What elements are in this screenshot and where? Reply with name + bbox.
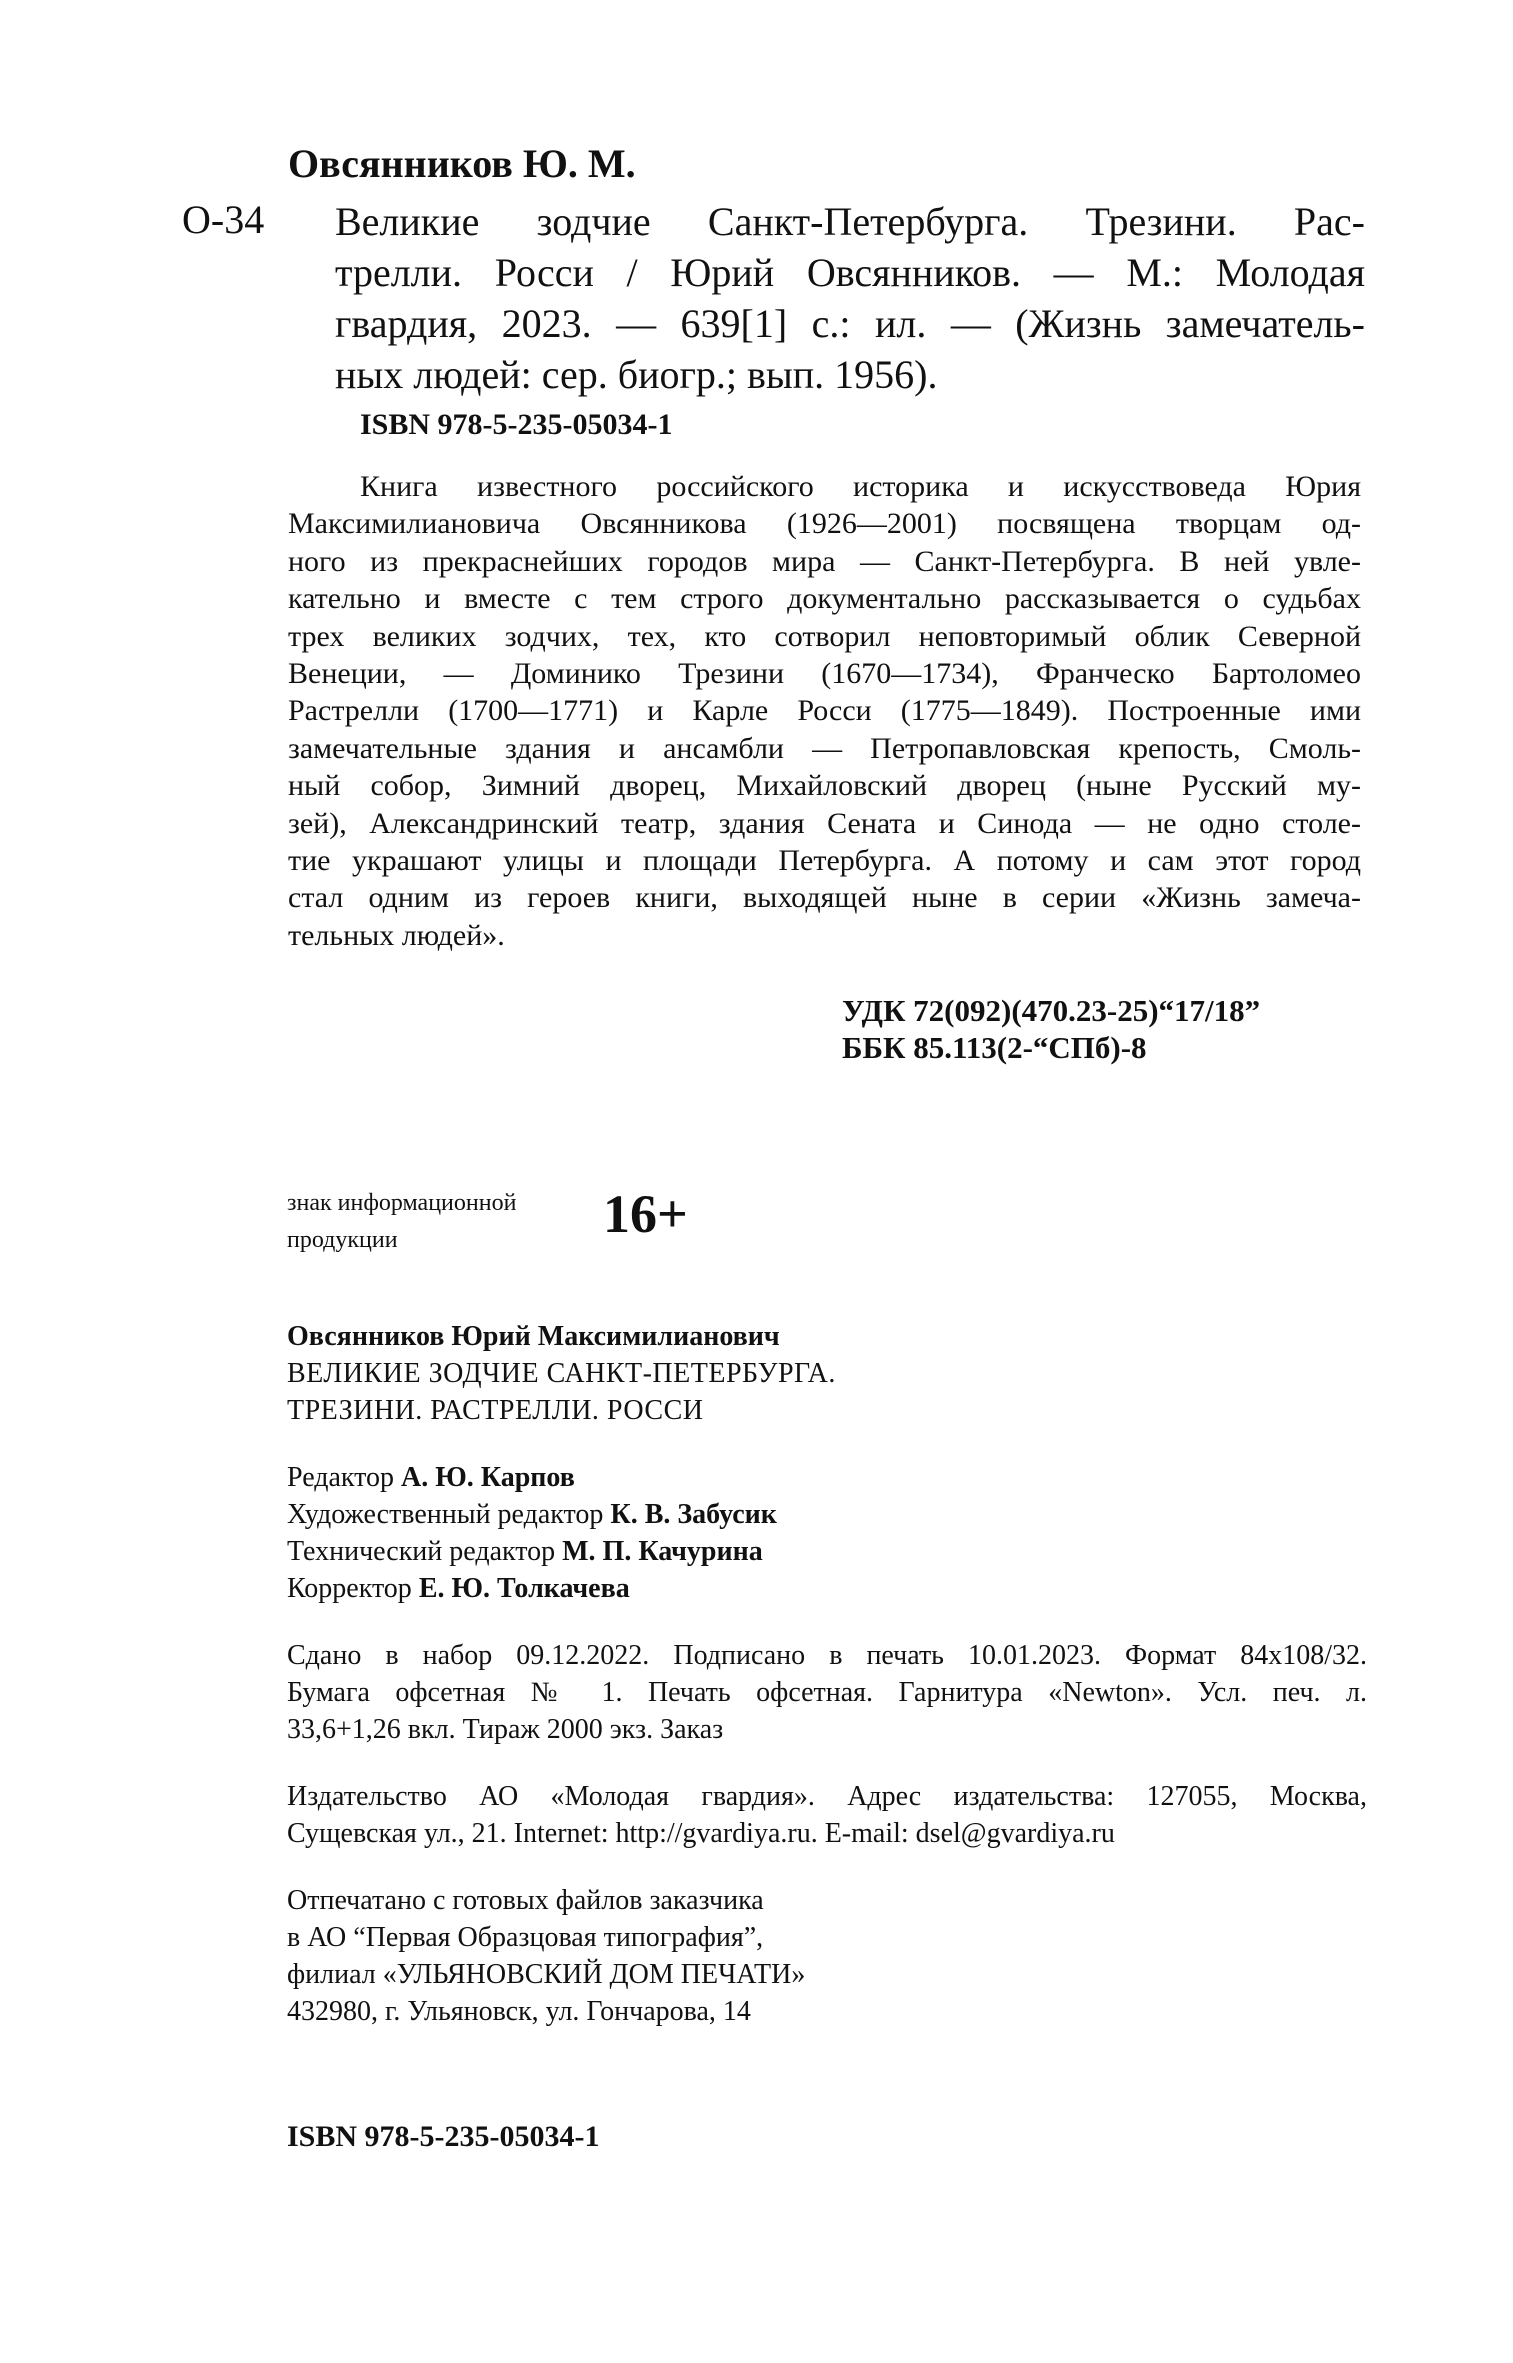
- credit-line: [287, 1570, 1367, 1607]
- printer-line: филиал «УЛЬЯНОВСКИЙ ДОМ ПЕЧАТИ»: [287, 1959, 806, 1990]
- isbn-bottom: ISBN 978-5-235-05034-1: [287, 2120, 600, 2153]
- printer-info: [287, 1882, 1367, 2030]
- credits: [287, 1459, 1367, 1607]
- imprint-title-line: ВЕЛИКИЕ ЗОДЧИЕ САНКТ-ПЕТЕРБУРГА.: [287, 1358, 836, 1389]
- credit-name: А. Ю. Карпов: [401, 1462, 575, 1493]
- credit-role: Технический редактор: [287, 1536, 556, 1567]
- annotation: [288, 468, 1361, 954]
- age-rating-label-line: продукции: [287, 1227, 398, 1253]
- credit-role: Художественный редактор: [287, 1499, 604, 1530]
- author-heading: Овсянников Ю. М.: [288, 141, 636, 186]
- udk-code: УДК 72(092)(470.23-25)“17/18”: [842, 993, 1261, 1028]
- print-details-line: Бумага офсетная № 1. Печать офсетная. Гарнитура «Newton». Усл. печ. л.: [287, 1677, 1367, 1708]
- credit-role: Редактор: [287, 1462, 395, 1493]
- annotation-line: Максимилиановича Овсянникова (1926—2001) посвящена творцам од-: [288, 507, 1361, 541]
- print-details: [287, 1637, 1367, 1748]
- annotation-line: трех великих зодчих, тех, кто сотворил неповторимый облик Северной: [288, 619, 1361, 653]
- annotation-line: кательно и вместе с тем строго документально рассказывается о судьбах: [288, 582, 1361, 616]
- annotation-line: Венеции, — Доминико Трезини (1670—1734), Франческо Бартоломео: [288, 657, 1361, 691]
- printer-line: 432980, г. Ульяновск, ул. Гончарова, 14: [287, 1996, 751, 2027]
- credit-name: М. П. Качурина: [562, 1536, 763, 1567]
- printer-line: в АО “Первая Образцовая типография”,: [287, 1922, 764, 1953]
- annotation-line: тие украшают улицы и площади Петербурга. А потому и сам этот город: [288, 844, 1361, 878]
- credit-line: [287, 1533, 1367, 1570]
- publisher-line: Сущевская ул., 21. Internet: http://gvardiya.ru. E-mail: dsel@gvardiya.ru: [287, 1818, 1115, 1849]
- print-details-line: Сдано в набор 09.12.2022. Подписано в печать 10.01.2023. Формат 84x108/32.: [287, 1640, 1367, 1671]
- imprint-title-line: ТРЕЗИНИ. РАСТРЕЛЛИ. РОССИ: [287, 1395, 704, 1426]
- publisher-info: [287, 1778, 1367, 1852]
- annotation-line: стал одним из героев книги, выходящей ныне в серии «Жизнь замеча-: [288, 881, 1361, 915]
- bbk-code: ББК 85.113(2-“СПб)-8: [842, 1030, 1147, 1065]
- credit-name: К. В. Забусик: [610, 1499, 777, 1530]
- credit-name: Е. Ю. Толкачева: [418, 1573, 630, 1604]
- printer-line: Отпечатано с готовых файлов заказчика: [287, 1885, 764, 1916]
- credit-line: [287, 1459, 1367, 1496]
- bib-line: Великие зодчие Санкт-Петербурга. Трезини. Рас-: [335, 199, 1365, 244]
- age-rating-label-line: знак информационной: [287, 1190, 517, 1216]
- annotation-line: Растрелли (1700—1771) и Карле Росси (1775—1849). Построенные ими: [288, 694, 1361, 728]
- annotation-line: ного из прекраснейших городов мира — Санкт-Петербурга. В ней увле-: [288, 544, 1361, 578]
- publisher-line: Издательство АО «Молодая гвардия». Адрес издательства: 127055, Москва,: [287, 1781, 1367, 1812]
- credit-role: Корректор: [287, 1573, 412, 1604]
- imprint-title-block: [287, 1318, 1367, 1429]
- annotation-line: Книга известного российского историка и искусствоведа Юрия: [360, 470, 1361, 503]
- shelf-code: О-34: [182, 197, 265, 242]
- bib-line: трелли. Росси / Юрий Овсянников. — М.: Молодая: [335, 250, 1365, 295]
- annotation-line: тельных людей».: [288, 918, 505, 952]
- credit-line: [287, 1496, 1367, 1533]
- bib-line: ных людей: сер. биогр.; вып. 1956).: [335, 352, 938, 397]
- bibliographic-description: [335, 196, 1365, 400]
- bib-line: гвардия, 2023. — 639[1] с.: ил. — (Жизнь замечатель-: [335, 301, 1365, 346]
- annotation-line: замечательные здания и ансамбли — Петропавловская крепость, Смоль-: [288, 731, 1361, 765]
- isbn-top: ISBN 978-5-235-05034-1: [360, 408, 673, 441]
- annotation-line: ный собор, Зимний дворец, Михайловский дворец (ныне Русский му-: [288, 769, 1361, 803]
- annotation-line: зей), Александринский театр, здания Сената и Синода — не одно столе-: [288, 806, 1361, 840]
- imprint-author: Овсянников Юрий Максимилианович: [287, 1321, 780, 1352]
- age-rating-mark: 16+: [603, 1184, 688, 1244]
- age-rating-label: [287, 1185, 516, 1259]
- print-details-line: 33,6+1,26 вкл. Тираж 2000 экз. Заказ: [287, 1714, 724, 1745]
- classification-codes: [842, 992, 1260, 1066]
- imprint: [287, 1318, 1367, 2060]
